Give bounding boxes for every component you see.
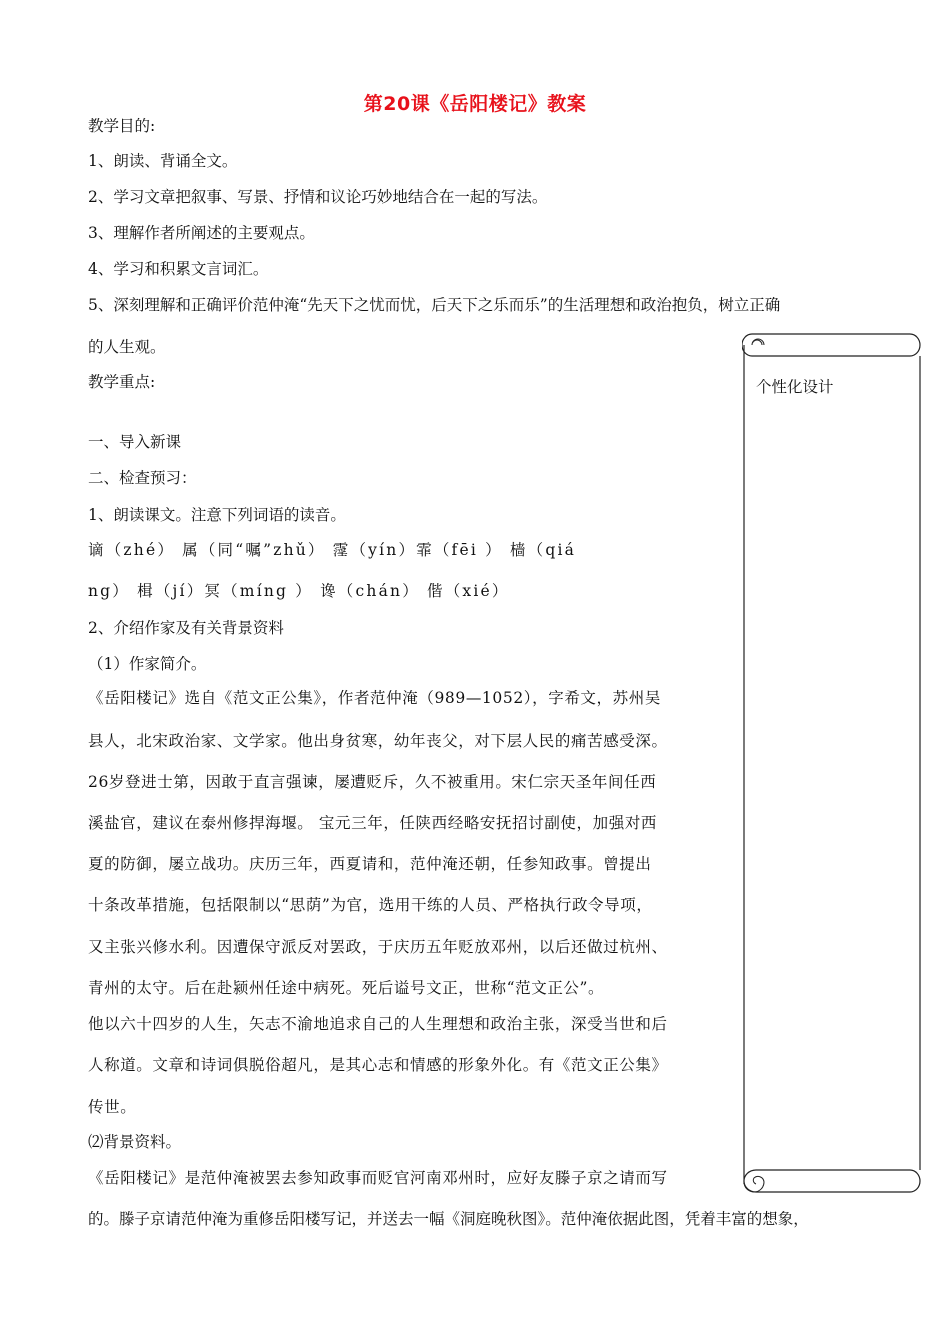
paragraph-line: 他以六十四岁的人生，矢志不渝地追求自己的人生理想和政治主张，深受当世和后 — [88, 1015, 668, 1033]
pronunciation-line: 谪（zhé） 属（同“嘱”zhǔ） 霪（yín）霏（fēi ） 樯（qiá — [88, 541, 577, 559]
section-heading: 一、导入新课 — [88, 433, 182, 451]
objective-item: 2、学习文章把叙事、写景、抒情和议论巧妙地结合在一起的写法。 — [88, 188, 548, 206]
paragraph-line: 夏的防御，屡立战功。庆历三年，西夏请和，范仲淹还朝，任参知政事。曾提出 — [88, 855, 652, 873]
paragraph-line: 的。滕子京请范仲淹为重修岳阳楼写记，并送去一幅《洞庭晚秋图》。范仲淹依据此图，凭着丰富的想象， — [88, 1210, 809, 1228]
objective-item: 4、学习和积累文言词汇。 — [88, 260, 269, 278]
paragraph-line: 县人，北宋政治家、文学家。他出身贫寒，幼年丧父，对下层人民的痛苦感受深。 — [88, 732, 668, 750]
background-heading: 2、介绍作家及有关背景资料 — [88, 619, 284, 637]
context-heading: ⑵背景资料。 — [88, 1133, 182, 1151]
reading-task: 1、朗读课文。注意下列词语的读音。 — [88, 506, 346, 524]
paragraph-line: 青州的太守。后在赴颍州任途中病死。死后谥号文正，世称“范文正公”。 — [88, 979, 605, 997]
scroll-sidebar-frame — [742, 332, 924, 1198]
section-heading: 二、检查预习： — [88, 469, 197, 487]
paragraph-line: 《岳阳楼记》选自《范文正公集》，作者范仲淹（989—1052），字希文，苏州吴 — [88, 689, 661, 707]
paragraph-line: 《岳阳楼记》是范仲淹被罢去参知政事而贬官河南邓州时，应好友滕子京之请而写 — [88, 1169, 668, 1187]
paragraph-line: 人称道。文章和诗词俱脱俗超凡，是其心志和情感的形象外化。有《范文正公集》 — [88, 1056, 668, 1074]
objectives-heading: 教学目的: — [88, 117, 156, 135]
key-points-heading: 教学重点: — [88, 373, 156, 391]
objective-item: 1、朗读、背诵全文。 — [88, 152, 238, 170]
objective-item: 5、深刻理解和正确评价范仲淹“先天下之忧而忧，后天下之乐而乐”的生活理想和政治抱负，树立正确 — [88, 296, 781, 314]
paragraph-line: 十条改革措施，包括限制以“思荫”为官，选用干练的人员、严格执行政令导项， — [88, 896, 653, 914]
sidebar-label: 个性化设计 — [756, 378, 834, 396]
pronunciation-line: ng） 楫（jí）冥（míng ） 谗（chán） 偕（xié） — [88, 582, 510, 600]
objective-item: 3、理解作者所阐述的主要观点。 — [88, 224, 315, 242]
paragraph-line: 传世。 — [88, 1098, 137, 1116]
paragraph-line: 又主张兴修水利。因遭保守派反对罢政，于庆历五年贬放邓州，以后还做过杭州、 — [88, 938, 668, 956]
author-intro-heading: （1）作家简介。 — [88, 655, 207, 673]
objective-item: 的人生观。 — [88, 338, 166, 356]
page-title: 第20课《岳阳楼记》教案 — [363, 93, 587, 115]
paragraph-line: 26岁登进士第，因敢于直言强谏，屡遭贬斥，久不被重用。宋仁宗天圣年间任西 — [88, 773, 657, 791]
paragraph-line: 溪盐官，建议在泰州修捍海堰。 宝元三年，任陕西经略安抚招讨副使，加强对西 — [88, 814, 658, 832]
